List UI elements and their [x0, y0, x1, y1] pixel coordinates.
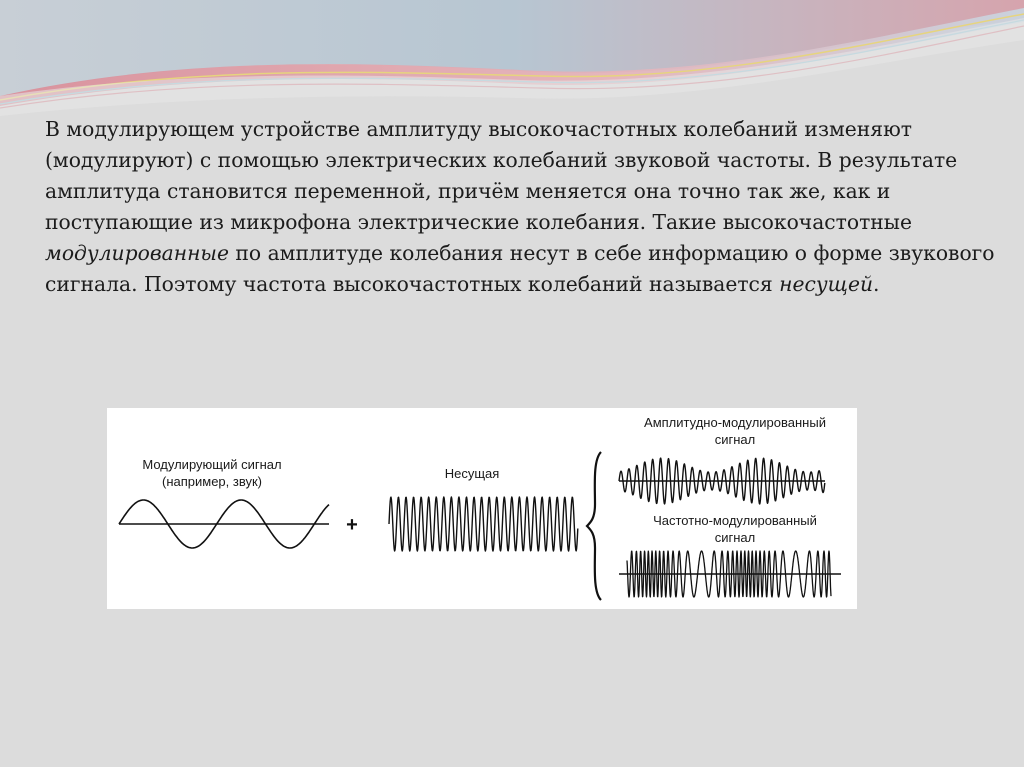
modulating-signal-label: Модулирующий сигнал — [142, 457, 282, 472]
carrier-label: Несущая — [444, 466, 500, 481]
am-signal-label: Амплитудно-модулированный — [644, 415, 826, 430]
modulating-signal-example-label: (например, звук) — [162, 474, 262, 489]
paragraph-run: . — [873, 272, 880, 296]
emphasis-text: несущей — [779, 272, 874, 296]
fm-signal-label-2: сигнал — [714, 530, 756, 545]
brace — [587, 452, 601, 600]
emphasis-text: модулированные — [45, 241, 229, 265]
am-signal-label-2: сигнал — [714, 432, 756, 447]
carrier-wave — [389, 497, 578, 551]
paragraph-text — [45, 114, 995, 300]
modulation-diagram — [107, 408, 857, 609]
fm-signal-label: Частотно-модулированный — [653, 513, 817, 528]
paragraph-run: В модулирующем устройстве амплитуду высокочастотных колебаний изменяют (модулируют) с помощью электрических колебаний звуковой частоты. В результате амплитуда становится переменной, причём меняется она точно так же, как и поступающие из микрофона электрические колебания. Такие высокочастотные — [45, 117, 958, 234]
plus-sign: + — [346, 514, 358, 536]
paragraph-run: по амплитуде колебания несут в себе информацию о форме звукового сигнала. Поэтому частота высокочастотных колебаний называется — [45, 241, 995, 296]
body-paragraph — [45, 114, 995, 300]
